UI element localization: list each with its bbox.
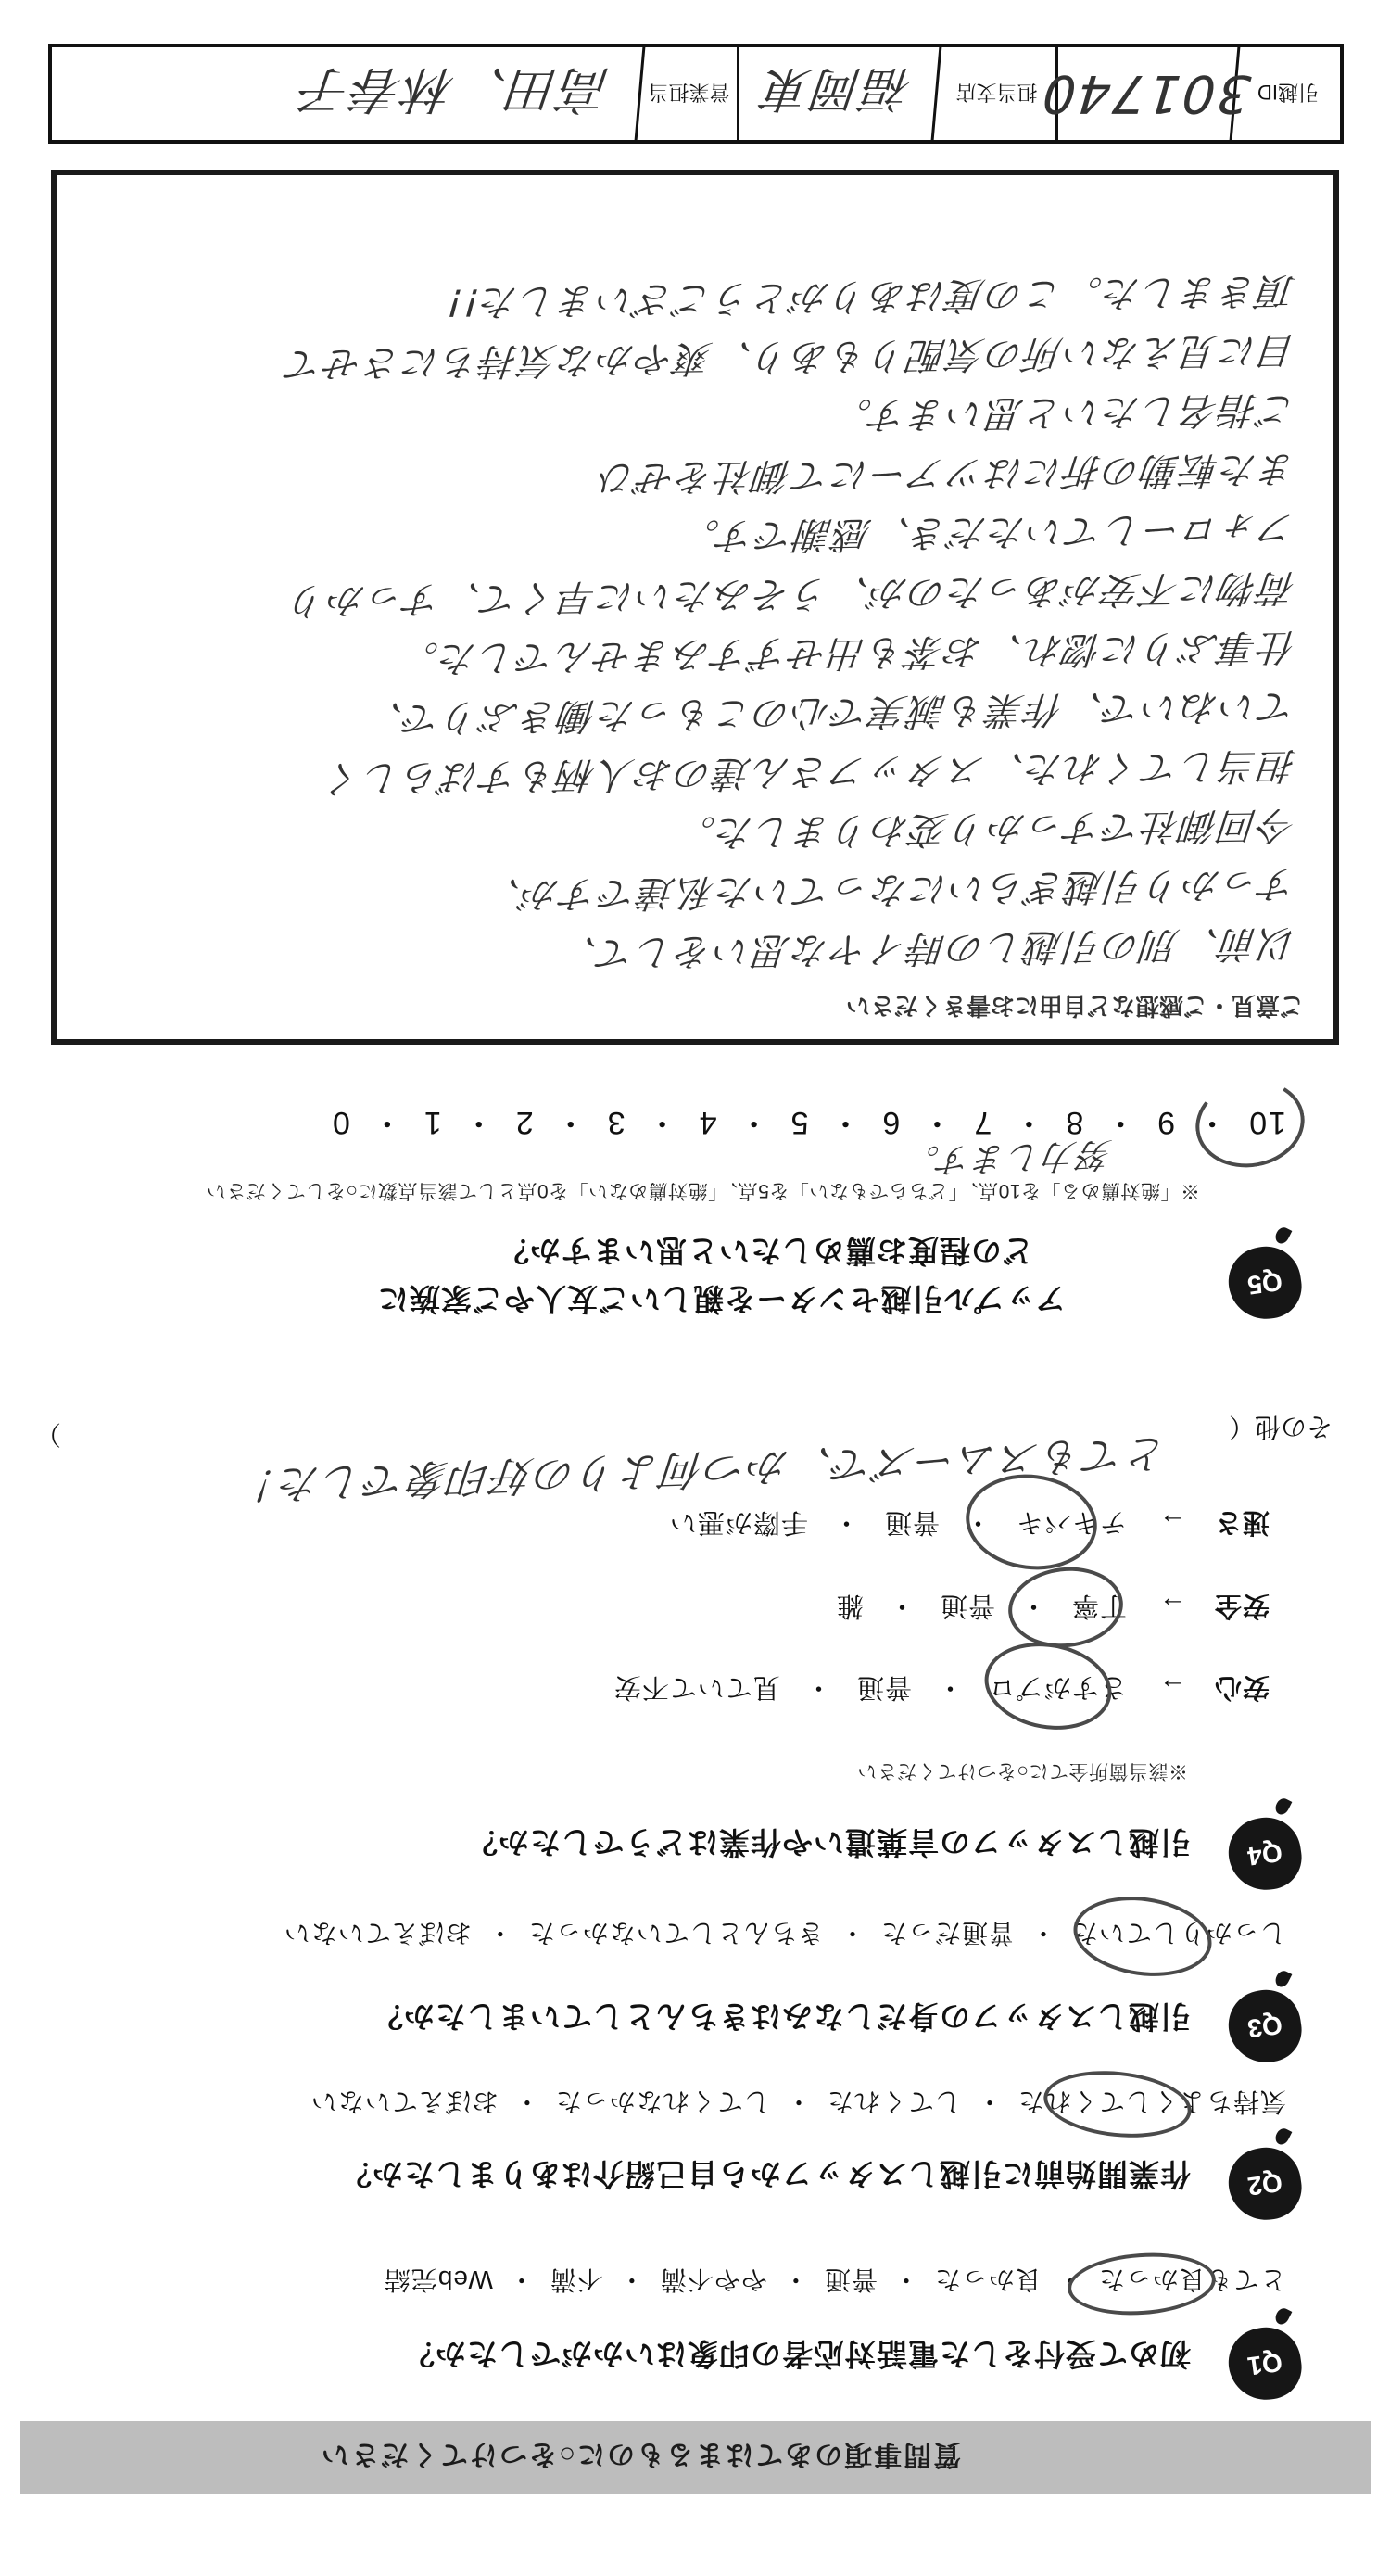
- comment-box: [51, 170, 1339, 1045]
- moving-id-value: 301740: [1055, 47, 1241, 140]
- q4-row2-option-1: 丁寧 ・: [995, 1591, 1127, 1620]
- scale-2: 2 ・: [442, 1105, 534, 1140]
- q3-badge-icon: [1224, 1986, 1306, 2067]
- q5-badge-icon: [1224, 1242, 1306, 1324]
- q4-row2-pen-circle: [1005, 1562, 1127, 1653]
- q5-score-scale: [292, 1103, 1286, 1148]
- q4-row3-option-1: テキパキ ・: [940, 1507, 1127, 1537]
- scale-8: 8 ・: [992, 1105, 1083, 1140]
- scale-6: 6 ・: [808, 1105, 900, 1140]
- q4-badge-label: Q4: [1245, 1837, 1284, 1872]
- scale-5: 5 ・: [717, 1105, 809, 1140]
- q2-option-4: おぼえていない: [310, 2087, 499, 2116]
- q4-row2-label: 安全 →: [1127, 1591, 1270, 1620]
- q4-note: ※該当箇所全てに○をつけてください: [856, 1760, 1188, 1782]
- q1-option-2: 良かった ・: [878, 2265, 1042, 2294]
- q4-question: 引越しスタッフの言葉遣いや作業はどうでしたか？: [466, 1825, 1191, 1859]
- comment-line-10: ご指名したいと思います。: [830, 387, 1298, 438]
- comment-line-8: フォローしていただき、感謝です。: [678, 505, 1298, 558]
- comment-line-3: 今回御社ですっかり変わりました。: [674, 802, 1298, 855]
- q3-badge-label: Q3: [1245, 2010, 1284, 2044]
- q1-option-3: 普通 ・: [767, 2265, 878, 2294]
- q5-badge-label: Q5: [1245, 1266, 1284, 1301]
- branch-label: 担当支店: [938, 47, 1058, 140]
- sales-rep-label: 営業担当: [641, 47, 739, 140]
- q1-option-1: とても良かった ・: [1042, 2265, 1286, 2294]
- q3-option-2: 普通だった ・: [824, 1919, 1015, 1948]
- q3-pen-circle: [1068, 1888, 1217, 1985]
- q1-option-6: Web完結: [383, 2265, 493, 2294]
- q3-option-1: しっかりしていた ・: [1015, 1919, 1286, 1948]
- q4-row1-option-2: 普通 ・: [780, 1672, 912, 1702]
- comment-line-1: 以前、別の引越しの時イヤな思いをして、: [556, 920, 1298, 975]
- q4-other-suffix: ）: [34, 1420, 61, 1449]
- q4-row2-option-2: 普通 ・: [864, 1591, 995, 1620]
- q4-other-handwritten: とてもスムーズで、かつ何よりの好印象でした！: [234, 1428, 1169, 1509]
- q2-question: 作業開始前に引越しスタッフから自己紹介はありましたか？: [340, 2157, 1191, 2191]
- comment-line-7: 荷物に不安があったのが、うそみたいに早くて、すっかり: [286, 565, 1298, 623]
- q1-option-4: やや不満 ・: [603, 2265, 767, 2294]
- q2-option-2: してくれた ・: [770, 2087, 961, 2116]
- q1-pen-circle: [1066, 2249, 1218, 2320]
- scale-7: 7 ・: [900, 1105, 992, 1140]
- moving-id-label: 引越ID: [1257, 81, 1320, 105]
- q4-row3-option-2: 普通 ・: [808, 1507, 940, 1537]
- q4-row2-option-3: 雑: [835, 1591, 864, 1620]
- q3-option-4: おぼえていない: [283, 1919, 472, 1948]
- q4-row1-option-3: 見ていて不安: [613, 1672, 780, 1702]
- comment-line-5: ていねいで、作業も誠実で心のこもった働きぶりで、: [362, 683, 1298, 741]
- scale-0: 0: [330, 1105, 350, 1140]
- instruction-bar: [20, 2421, 1371, 2494]
- q2-option-3: してくれなかった ・: [499, 2087, 770, 2116]
- q4-row1-pen-circle: [978, 1633, 1118, 1740]
- q4-badge-icon: [1224, 1813, 1306, 1895]
- scale-4: 4 ・: [626, 1105, 717, 1140]
- comment-box-label: ご意見・ご感想など自由にお書きください: [845, 992, 1304, 1020]
- instruction-text: 質問事項のあてはまるものに○をつけてください: [319, 2439, 962, 2469]
- scale-3: 3 ・: [534, 1105, 626, 1140]
- q5-note: ※「絶対薦める」を10点、「どちらでもない」を5点、「絶対薦めない」を0点として該当点数に○をしてください: [206, 1180, 1200, 1201]
- office-use-table: [48, 44, 1344, 144]
- q5-question-line1: アップル引越センターを親しいご友人やご家族に: [376, 1282, 1066, 1316]
- q4-row3-label: 速さ →: [1127, 1507, 1270, 1537]
- q1-badge-label: Q1: [1245, 2347, 1284, 2381]
- comment-line-12: 頂きました。この度はありがとうございました!!: [444, 268, 1298, 324]
- q4-row3-option-3: 手際が悪い: [668, 1507, 808, 1537]
- q4-row1-option-1: さすがプロ ・: [912, 1672, 1127, 1702]
- comment-line-4: 担当してくれた、スタッフさん達のお人柄もすばらしく: [322, 742, 1298, 800]
- comment-line-9: また転勤の折にはツアーにて御社をぜひ: [595, 446, 1298, 500]
- scale-1: 1 ・: [350, 1105, 442, 1140]
- q4-other-prefix: その他（: [1228, 1413, 1333, 1441]
- comment-line-6: 仕事ぶりに惚れ、お茶も出せずすみませんでした。: [397, 624, 1298, 680]
- q1-option-5: 不満 ・: [493, 2265, 603, 2294]
- q5-question-line2: どの程度お薦めしたいと思いますか？: [498, 1234, 1033, 1268]
- comment-line-2: すっかり引越ぎらいになっていた私達ですが、: [479, 861, 1298, 917]
- q4-row-hayasa: [621, 1505, 1270, 1543]
- q1-badge-icon: [1224, 2323, 1306, 2405]
- q5-handwritten-note: 努力します。: [902, 1134, 1114, 1180]
- q1-question: 初めて受付をした電話対応者の印象はいかがでしたか？: [403, 2337, 1191, 2371]
- q5-pen-circle: [1189, 1071, 1312, 1175]
- scale-9: 9 ・: [1083, 1105, 1175, 1140]
- q3-option-3: きちんとしていなかった ・: [472, 1919, 824, 1948]
- q3-question: 引越しスタッフの身だしなみはきちんとしていましたか？: [372, 1999, 1191, 2034]
- branch-value: 福岡東: [736, 47, 942, 140]
- q4-row1-label: 安心 →: [1127, 1672, 1270, 1702]
- q2-pen-circle: [1041, 2064, 1194, 2144]
- comment-line-11: 目に見えない所の気配りもあり、爽やかな気持ちにさせて: [283, 327, 1298, 386]
- q4-row-anshin: [565, 1670, 1270, 1708]
- q2-badge-icon: [1224, 2143, 1306, 2225]
- scale-10: 10 ・: [1175, 1105, 1286, 1140]
- q2-option-1: 気持ちよくしてくれた ・: [961, 2087, 1286, 2116]
- sales-rep-value: 高田、林春子: [54, 47, 646, 140]
- q2-badge-label: Q2: [1245, 2167, 1284, 2202]
